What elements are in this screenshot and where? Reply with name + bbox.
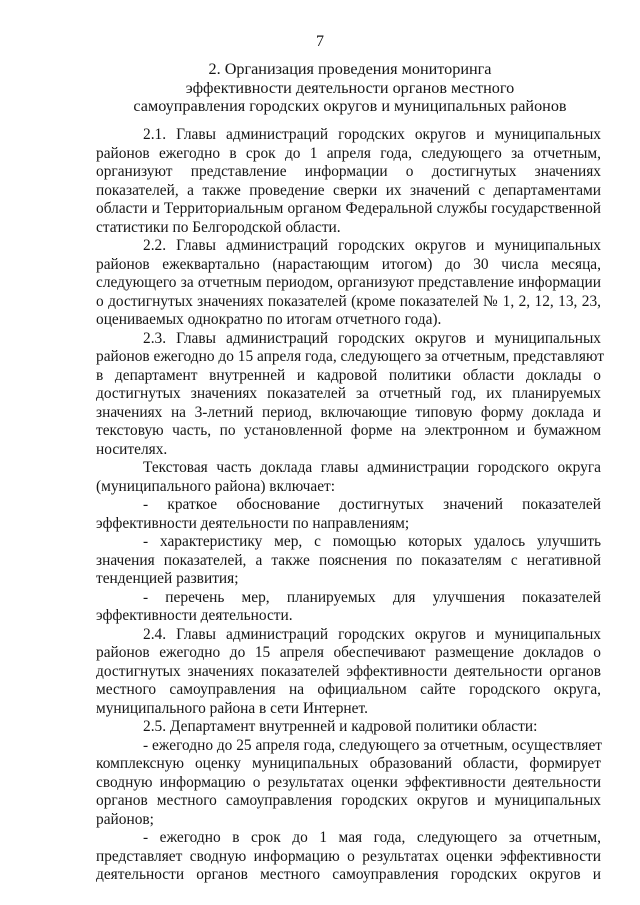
text-line: статистики по Белгородской области.: [96, 218, 341, 236]
text-line: деятельности органов местного самоуправления городских округов и: [96, 866, 601, 883]
text-line: в департамент внутренней и кадровой политики области доклады о: [96, 366, 601, 384]
text-line: показателей, а также проведение сверки их значений с департаментами: [96, 181, 601, 199]
paragraph-2-4: [96, 626, 601, 719]
text-line: 2.5. Департамент внутренней и кадровой политики области:: [143, 718, 538, 735]
text-line: области и Территориальным органом Федеральной службы государственной: [96, 200, 601, 217]
text-line: представляет сводную информацию о результатах оценки эффективности: [96, 847, 601, 865]
text-line: муниципального района в сети Интернет.: [96, 699, 368, 717]
text-line: - характеристику мер, с помощью которых удалось улучшить: [143, 533, 601, 550]
text-line: значения показателей, а также пояснения по показателям с негативной: [96, 551, 601, 569]
paragraph-2-5: [96, 718, 601, 737]
text-line: 2.1. Главы администраций городских округов и муниципальных: [143, 126, 601, 143]
list-item-measures: [96, 533, 601, 589]
text-line: комплексную оценку муниципальных образований области, формирует: [96, 755, 601, 772]
text-line: 2.4. Главы администраций городских округов и муниципальных: [143, 625, 601, 643]
text-line: эффективности деятельности по направлениям;: [96, 514, 410, 532]
list-item-assessment: [96, 737, 601, 830]
paragraph-2-2: [96, 237, 601, 330]
text-line: достигнутых значениях показателей эффективности деятельности органов: [96, 662, 601, 680]
text-line: - перечень мер, планируемых для улучшения показателей: [143, 588, 601, 606]
list-item-justification: [96, 496, 601, 533]
paragraph-text-part: [96, 459, 601, 496]
text-line: сводную информацию о результатах оценки эффективности деятельности: [96, 773, 601, 791]
paragraph-2-3: [96, 329, 604, 460]
text-line: районов ежегодно в срок до 1 апреля года, следующего за отчетным,: [96, 144, 601, 162]
text-line: (муниципального района) включает:: [96, 477, 336, 495]
text-line: местного самоуправления на официальном сайте городского округа,: [96, 681, 601, 698]
text-line: 2.3. Главы администраций городских округов и муниципальных: [143, 329, 601, 347]
text-line: районов ежегодно до 15 апреля обеспечивают размещение докладов о: [96, 644, 601, 661]
text-line: - краткое обоснование достигнутых значений показателей: [143, 496, 601, 513]
heading-line: 2. Организация проведения мониторинга: [208, 60, 492, 78]
text-line: текстовую часть, по установленной форме на электронном и бумажном: [96, 422, 601, 439]
text-line: - ежегодно в срок до 1 мая года, следующего за отчетным,: [143, 829, 601, 846]
body-text: [96, 126, 604, 885]
text-line: тенденцией развития;: [96, 570, 239, 587]
text-line: носителях.: [96, 440, 168, 458]
list-item-planned: [96, 589, 601, 626]
text-line: достигнутых значениях показателей за отчетный год, их планируемых: [96, 385, 601, 402]
text-line: 2.2. Главы администраций городских округов и муниципальных: [143, 237, 601, 254]
text-line: организуют представление информации о достигнутых значениях: [96, 163, 601, 180]
page-number: 7: [316, 33, 324, 50]
text-line: органов местного самоуправления городских округов и муниципальных: [96, 792, 601, 809]
heading-line: самоуправления городских округов и муниципальных районов: [133, 97, 567, 115]
text-line: эффективности деятельности.: [96, 607, 293, 624]
text-line: оцениваемых однократно по итогам отчетного года).: [96, 311, 442, 328]
text-line: значениях на 3-летний период, включающие типовую форму доклада и: [96, 403, 601, 421]
list-item-summary: [96, 829, 601, 885]
text-line: о достигнутых значениях показателей (кроме показателей № 1, 2, 12, 13, 23,: [96, 292, 601, 310]
text-line: районов ежегодно до 15 апреля года, следующего за отчетным, представляют: [96, 348, 604, 365]
paragraph-2-1: [96, 126, 601, 237]
heading-line: эффективности деятельности органов местного: [185, 78, 515, 97]
text-line: следующего за отчетным периодом, организуют представление информации: [96, 274, 601, 291]
text-line: районов;: [96, 810, 154, 828]
section-heading: [90, 60, 610, 116]
text-line: Текстовая часть доклада главы администрации городского округа: [143, 459, 601, 476]
text-line: районов ежеквартально (нарастающим итогом) до 30 числа месяца,: [96, 255, 601, 273]
text-line: - ежегодно до 25 апреля года, следующего за отчетным, осуществляет: [143, 736, 603, 754]
